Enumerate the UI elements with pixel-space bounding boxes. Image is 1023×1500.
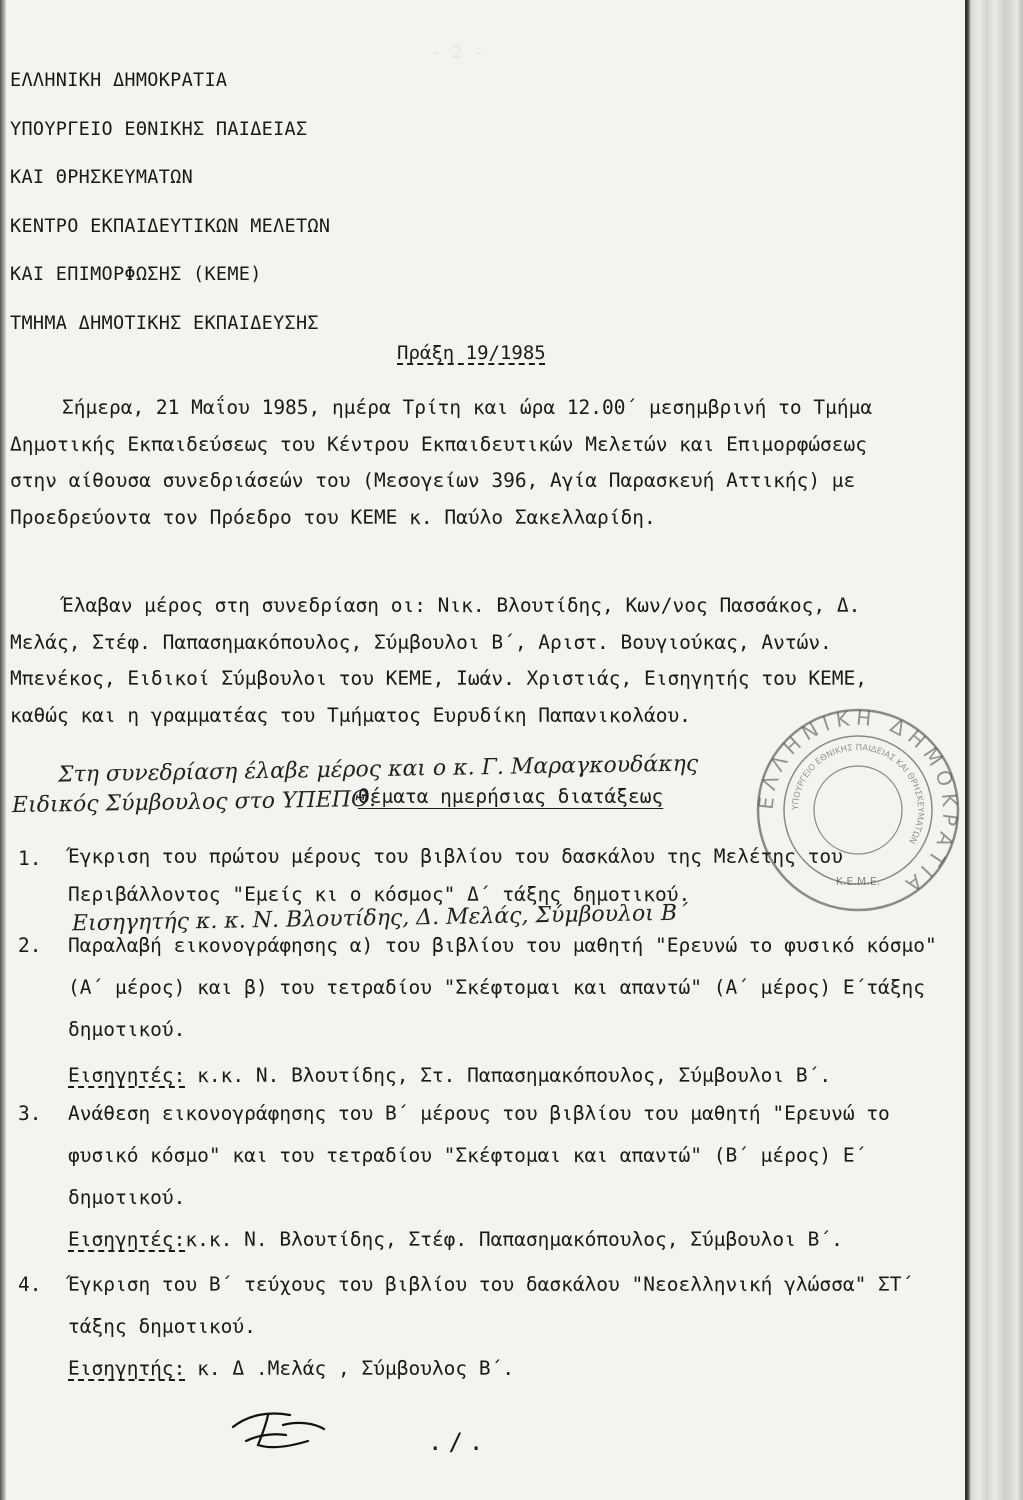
letterhead: [10, 66, 330, 357]
bleed-through-text: - 2 -: [430, 42, 485, 63]
item-rapporteurs: [68, 1219, 958, 1261]
agenda-item: [18, 1093, 958, 1261]
stamp-outer-text: ΕΛΛΗΝΙΚΗ ΔΗΜΟΚΡΑΤΙΑ: [753, 705, 963, 901]
header-line: ΥΠΟΥΡΓΕΙΟ ΕΘΝΙΚΗΣ ΠΑΙΔΕΙΑΣ: [10, 118, 308, 140]
rapporteur-text: κ.κ. Ν. Βλουτίδης, Στ. Παπασημακόπουλος, Σύμβουλοι Β΄.: [185, 1064, 832, 1087]
item-rapporteurs: [68, 1055, 958, 1097]
stamp-abbr: Κ.Ε.Μ.Ε.: [835, 875, 881, 888]
header-line: ΤΜΗΜΑ ΔΗΜΟΤΙΚΗΣ ΕΚΠΑΙΔΕΥΣΗΣ: [10, 312, 319, 334]
item-text: Ανάθεση εικονογράφησης του Β΄ μέρους του βιβλίου του μαθητή "Ερευνώ το φυσικό κόσμο" και του τετραδίου "Σκέφτομαι και απαντώ" (Β΄ μέρος) Ε΄ δημοτικού.: [68, 1102, 890, 1209]
header-line: ΚΕΝΤΡΟ ΕΚΠΑΙΔΕΥΤΙΚΩΝ ΜΕΛΕΤΩΝ: [10, 215, 331, 237]
item-number: 2.: [18, 934, 42, 957]
handwritten-note: Στη συνεδρίαση έλαβε μέρος και ο κ. Γ. Μαραγκουδάκης: [57, 751, 699, 788]
header-line: ΕΛΛΗΝΙΚΗ ΔΗΜΟΚΡΑΤΙΑ: [10, 70, 228, 91]
page-right-edge: [965, 0, 1023, 1500]
rapporteur-label: Εισηγητές:: [68, 1064, 186, 1087]
handwritten-note: Ειδικός Σύμβουλος στο ΥΠΕΠΘ.: [11, 786, 377, 819]
handwritten-note: Εισηγητής κ. κ. Ν. Βλουτίδης, Δ. Μελάς, Σύμβουλοι Β΄: [71, 900, 689, 937]
item-rapporteurs: [68, 1348, 958, 1390]
signature: [228, 1405, 338, 1455]
item-number: 1.: [18, 847, 42, 870]
item-number: 3.: [18, 1102, 42, 1125]
participants-text: Έλαβαν μέρος στη συνεδρίαση οι: Νικ. Βλουτίδης, Κων/νος Πασσάκος, Δ. Μελάς, Στέφ. Παπασημακόπουλος, Σύμβουλοι Β΄, Αριστ. Βουγιούκας, Αντών. Μπενέκος, Ειδικοί Σύμβουλοι του ΚΕΜΕ, Ιωάν. Χριστιάς, Εισηγητής του ΚΕΜΕ, καθώς και η γραμματέας του Τμήματος Ευρυδίκη Παπανικολάου.: [10, 594, 868, 727]
item-text: Παραλαβή εικονογράφησης α) του βιβλίου του μαθητή "Ερευνώ το φυσικό κόσμο" (Α΄ μέρος) και β) του τετραδίου "Σκέφτομαι και απαντώ" (Α΄ μέρος) Ε΄τάξης δημοτικού.: [68, 934, 937, 1041]
rapporteur-text: κ.κ. Ν. Βλουτίδης, Στέφ. Παπασημακόπουλος, Σύμβουλοι Β΄.: [185, 1228, 843, 1251]
agenda-heading: Θέματα ημερήσιας διατάξεως: [358, 785, 664, 808]
header-line: ΚΑΙ ΕΠΙΜΟΡΦΩΣΗΣ (ΚΕΜΕ): [10, 264, 262, 285]
rapporteur-text: κ. Δ .Μελάς , Σύμβουλος Β΄.: [185, 1357, 515, 1380]
stamp-inner-text: ΥΠΟΥΡΓΕΙΟ ΕΘΝΙΚΗΣ ΠΑΙΔΕΙΑΣ ΚΑΙ ΘΡΗΣΚΕΥΜΑΤΩΝ: [790, 742, 926, 846]
rapporteur-label: Εισηγητές:: [68, 1228, 186, 1251]
intro-text: Σήμερα, 21 Μαΐου 1985, ημέρα Τρίτη και ώρα 12.00΄ μεσημβρινή το Τμήμα Δημοτικής Εκπαιδεύσεως του Κέντρου Εκπαιδευτικών Μελετών και Επιμορφώσεως στην αίθουσα συνεδριάσεών του (Μεσογείων 396, Αγία Παρασκευή Αττικής) με Προεδρεύοντα τον Πρόεδρο του ΚΕΜΕ κ. Παύλο Σακελλαρίδη.: [10, 396, 873, 529]
agenda-item: [18, 1264, 958, 1390]
document-title: Πράξη 19/1985: [397, 342, 546, 364]
agenda-item: [18, 925, 958, 1097]
header-line: ΚΑΙ ΘΡΗΣΚΕΥΜΑΤΩΝ: [10, 167, 194, 188]
item-text: Έγκριση του Β΄ τεύχους του βιβλίου του δασκάλου "Νεοελληνική γλώσσα" ΣΤ΄ τάξης δημοτικού.: [68, 1273, 914, 1338]
intro-paragraph: [10, 390, 925, 536]
page-continuation-mark: ./.: [428, 1428, 490, 1456]
page-left-edge: [0, 0, 6, 1500]
rapporteur-label: Εισηγητής:: [68, 1357, 186, 1380]
official-stamp: [748, 700, 968, 920]
item-text: Έγκριση του πρώτου μέρους του βιβλίου του δασκάλου της Μελέτης του Περιβάλλοντος "Εμείς κι ο κόσμος" Δ΄ τάξης δημοτικού.: [68, 845, 843, 906]
item-number: 4.: [18, 1273, 42, 1296]
